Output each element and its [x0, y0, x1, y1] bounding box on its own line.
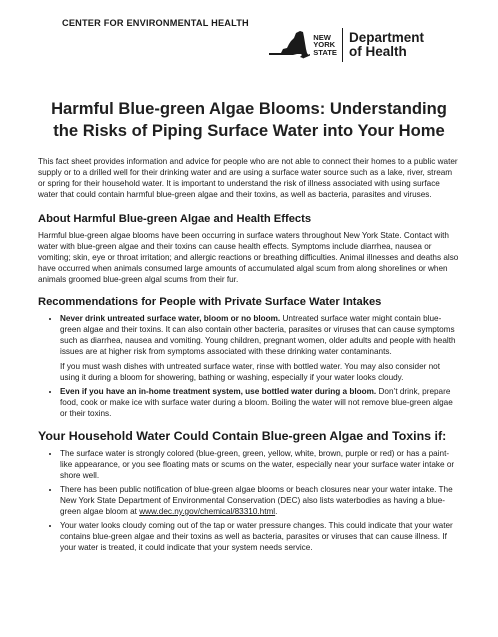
- page-title: [38, 98, 460, 142]
- dec-waterbodies-link[interactable]: www.dec.ny.gov/chemical/83310.html: [139, 507, 276, 516]
- new-york-state-outline-icon: [267, 29, 311, 61]
- household-item-3-text: Your water looks cloudy coming out of the tap or water pressure changes. This could indicate that your water contains blue-green algae and their toxins as well as bacteria, parasites or viruses that can cause illness. If your water is treated, it could indicate that your system needs service.: [60, 521, 453, 552]
- list-item: [60, 484, 460, 517]
- title-line-2: the Risks of Piping Surface Water into Your Home: [53, 121, 445, 140]
- logo-state-line-2: YORK: [313, 40, 336, 50]
- nys-doh-logo: [267, 28, 424, 62]
- health-effects-paragraph: Harmful blue-green algae blooms have been occurring in surface waters throughout New York State. Contact with water with blue-green algae and their toxins can cause health effects. Symptoms include diarrhea, nausea or vomiting; skin, eye or throat irritation; and allergic reactions or breathing difficulties. Animal illnesses and deaths also have occurred when animals consumed large amounts of accumulated algal scum from along shorelines or when animals groomed blue-green algal scums from their fur.: [38, 231, 459, 284]
- recommendation-1-bold: Never drink untreated surface water, bloom or no bloom.: [60, 314, 281, 323]
- list-item: [60, 313, 460, 383]
- logo-divider: [342, 28, 343, 62]
- list-item: [60, 520, 460, 553]
- section-heading-health-effects: About Harmful Blue-green Algae and Health Effects: [38, 213, 312, 225]
- logo-dept-line-1: Department: [348, 30, 424, 45]
- household-item-2-text: There has been public notification of blue-green algae blooms or beach closures near your water intake. The New York State Department of Environmental Conservation (DEC) also lists waterbodies as having a blue-green algae bloom at: [60, 485, 453, 516]
- recommendation-2-text: Don’t drink, prepare food, cook or make ice with surface water during a bloom. Boiling the water will not remove blue-green algae or their toxins.: [60, 387, 453, 418]
- page-header: [38, 0, 460, 92]
- household-water-list: [38, 448, 460, 553]
- recommendations-list: [38, 313, 460, 419]
- logo-state-line-3: STATE: [313, 47, 337, 57]
- section-heading-household-water: Your Household Water Could Contain Blue-green Algae and Toxins if:: [38, 429, 447, 443]
- department-of-health-wordmark: [349, 31, 424, 59]
- logo-dept-line-2: of Health: [348, 44, 407, 59]
- logo-state-line-1: NEW: [313, 32, 331, 42]
- household-item-2-after: .: [275, 507, 278, 516]
- household-item-1-text: The surface water is strongly colored (blue-green, green, yellow, white, brown, purple or red) or has a paint-like appearance, or you see floating mats or scums on the water, especially near your surface water intake or shore well.: [60, 449, 455, 480]
- title-line-1: Harmful Blue-green Algae Blooms: Understanding: [51, 99, 447, 118]
- list-item: [60, 448, 460, 481]
- section-heading-recommendations: Recommendations for People with Private Surface Water Intakes: [38, 296, 382, 308]
- center-label: CENTER FOR ENVIRONMENTAL HEALTH: [62, 18, 249, 28]
- new-york-state-wordmark: [313, 34, 337, 57]
- list-item: [60, 386, 460, 419]
- intro-paragraph: This fact sheet provides information and advice for people who are not able to connect their homes to a public water supply or to a drilled well for their drinking water and are using a surface water source such as a lake, river, stream or spring for their household water. It is important to understand the risk of illness associated with using surface water that could contain harmful blue-green algae and their toxins, as well as bacteria, parasites and viruses.: [38, 157, 458, 199]
- recommendation-1-text: Untreated surface water might contain blue-green algae and their toxins. It can also contain other bacteria, parasites or viruses that can cause symptoms such as diarrhea, nausea and vomiting. Young children, pregnant women, older adults and people with health issues are at higher risk from symptoms associated with these drinking water contaminants.: [60, 314, 456, 356]
- recommendation-2-bold: Even if you have an in-home treatment system, use bottled water during a bloom.: [60, 387, 377, 396]
- recommendation-1-subtext: If you must wash dishes with untreated surface water, rinse with bottled water. You may also consider not using it during a bloom for showering, bathing or washing, especially if your water looks cloudy.: [60, 362, 441, 382]
